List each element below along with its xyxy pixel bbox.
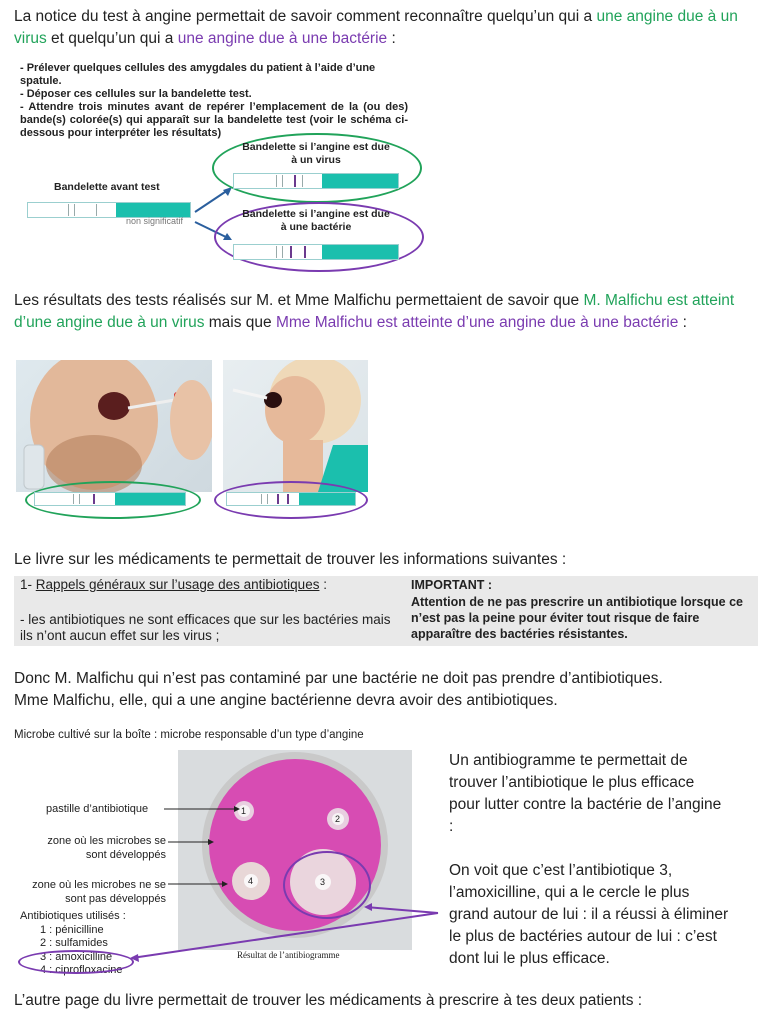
results-paragraph: Les résultats des tests réalisés sur M. et Mme Malfichu permettaient de savoir que M. Malfichu est atteint d’une angine due à un virus mais que Mme Malfichu est atteinte d’une angine due à une bactérie : <box>14 292 735 331</box>
disk-number-1: 1 <box>241 806 247 816</box>
antibiotic-item: 2 : sulfamides <box>40 937 108 949</box>
conclusion-line-2: Mme Malfichu, elle, qui a une angine bactérienne devra avoir des antibiotiques. <box>14 692 558 709</box>
antibiogram-text-2: On voit que c’est l’antibiotique 3, l’amoxicilline, qui a le cercle le plus grand autour de lui : il a réussi à éliminer le plus de bactéries autour de lui : c’est dont lui le plus efficace. <box>449 862 729 967</box>
important-body: Attention de ne pas prescrire un antibiotique lorsque ce n’est pas la peine pour éviter tout risque de faire apparaître des bactéries résistantes. <box>411 595 744 641</box>
label-zone-not-developed: zone où les microbes ne se sont pas développés <box>32 879 166 905</box>
strip-virus <box>233 173 399 189</box>
book-general-title: 1- Rappels généraux sur l’usage des antibiotiques : <box>20 577 327 592</box>
intro-paragraph: La notice du test à angine permettait de savoir comment reconnaître quelqu’un qui a une angine due à un virus et quelqu’un qui a une angine due à une bactérie : <box>14 8 738 47</box>
label-pastille: pastille d’antibiotique <box>46 803 149 815</box>
antibiotics-title: Antibiotiques utilisés : <box>20 910 126 922</box>
book-intro: Le livre sur les médicaments te permettait de trouver les informations suivantes : <box>14 551 567 568</box>
important-title: IMPORTANT : <box>411 578 493 592</box>
notice-line: - Déposer ces cellules sur la bandelette test. <box>20 88 252 100</box>
notice-instructions <box>20 62 408 140</box>
antibiogram-text-1: Un antibiogramme te permettait de trouver l’antibiotique le plus efficace pour lutter contre la bactérie de l’angine : <box>449 752 722 835</box>
strip-man-result <box>34 492 186 506</box>
conclusion-line-1: Donc M. Malfichu qui n’est pas contaminé par une bactérie ne doit pas prendre d’antibiotiques. <box>14 670 663 687</box>
notice-line: - Prélever quelques cellules des amygdales du patient à l’aide d’une spatule. <box>20 62 376 87</box>
amoxicilline-ellipse <box>18 950 134 974</box>
antibiotic-item: 1 : pénicilline <box>40 923 104 936</box>
virus-strip-label: Bandelette si l’angine est due à un virus <box>242 141 390 166</box>
disk-number-2: 2 <box>335 814 341 824</box>
before-test-label: Bandelette avant test <box>54 181 160 193</box>
label-zone-developed: zone où les microbes se sont développés <box>47 835 166 861</box>
strip-bacteria <box>233 244 399 260</box>
disk-number-3: 3 <box>320 877 326 887</box>
result-caption: Résultat de l’antibiogramme <box>237 950 340 960</box>
photo-woman-throat-swab <box>223 360 368 492</box>
antibiotic-item: 3 : amoxicilline <box>40 950 113 963</box>
purple-arrows <box>120 880 450 970</box>
disk-number-4: 4 <box>248 876 254 886</box>
bacteria-strip-label: Bandelette si l’angine est due à une bactérie <box>242 208 390 233</box>
label-arrows <box>160 800 260 890</box>
photo-man-throat-swab <box>16 360 212 492</box>
strip-woman-result <box>226 492 356 506</box>
notice-line: - Attendre trois minutes avant de repérer l’emplacement de la (ou des) bande(s) colorée(s) qui apparaît sur la bandelette test (voir le schéma ci-dessous pour interpréter les résultats) <box>20 101 408 139</box>
final-paragraph: L’autre page du livre permettait de trouver les médicaments à prescrire à tes deux patients : <box>14 992 643 1009</box>
non-significant-label: non significatif <box>126 216 184 226</box>
antibiotic-item: 4 : ciprofloxacine <box>40 964 123 976</box>
book-general-body: - les antibiotiques ne sont efficaces que sur les bactéries mais ils n’ont aucun effet sur les virus ; <box>20 612 391 643</box>
antibiogram-caption: Microbe cultivé sur la boîte : microbe responsable d’un type d’angine <box>14 729 364 741</box>
